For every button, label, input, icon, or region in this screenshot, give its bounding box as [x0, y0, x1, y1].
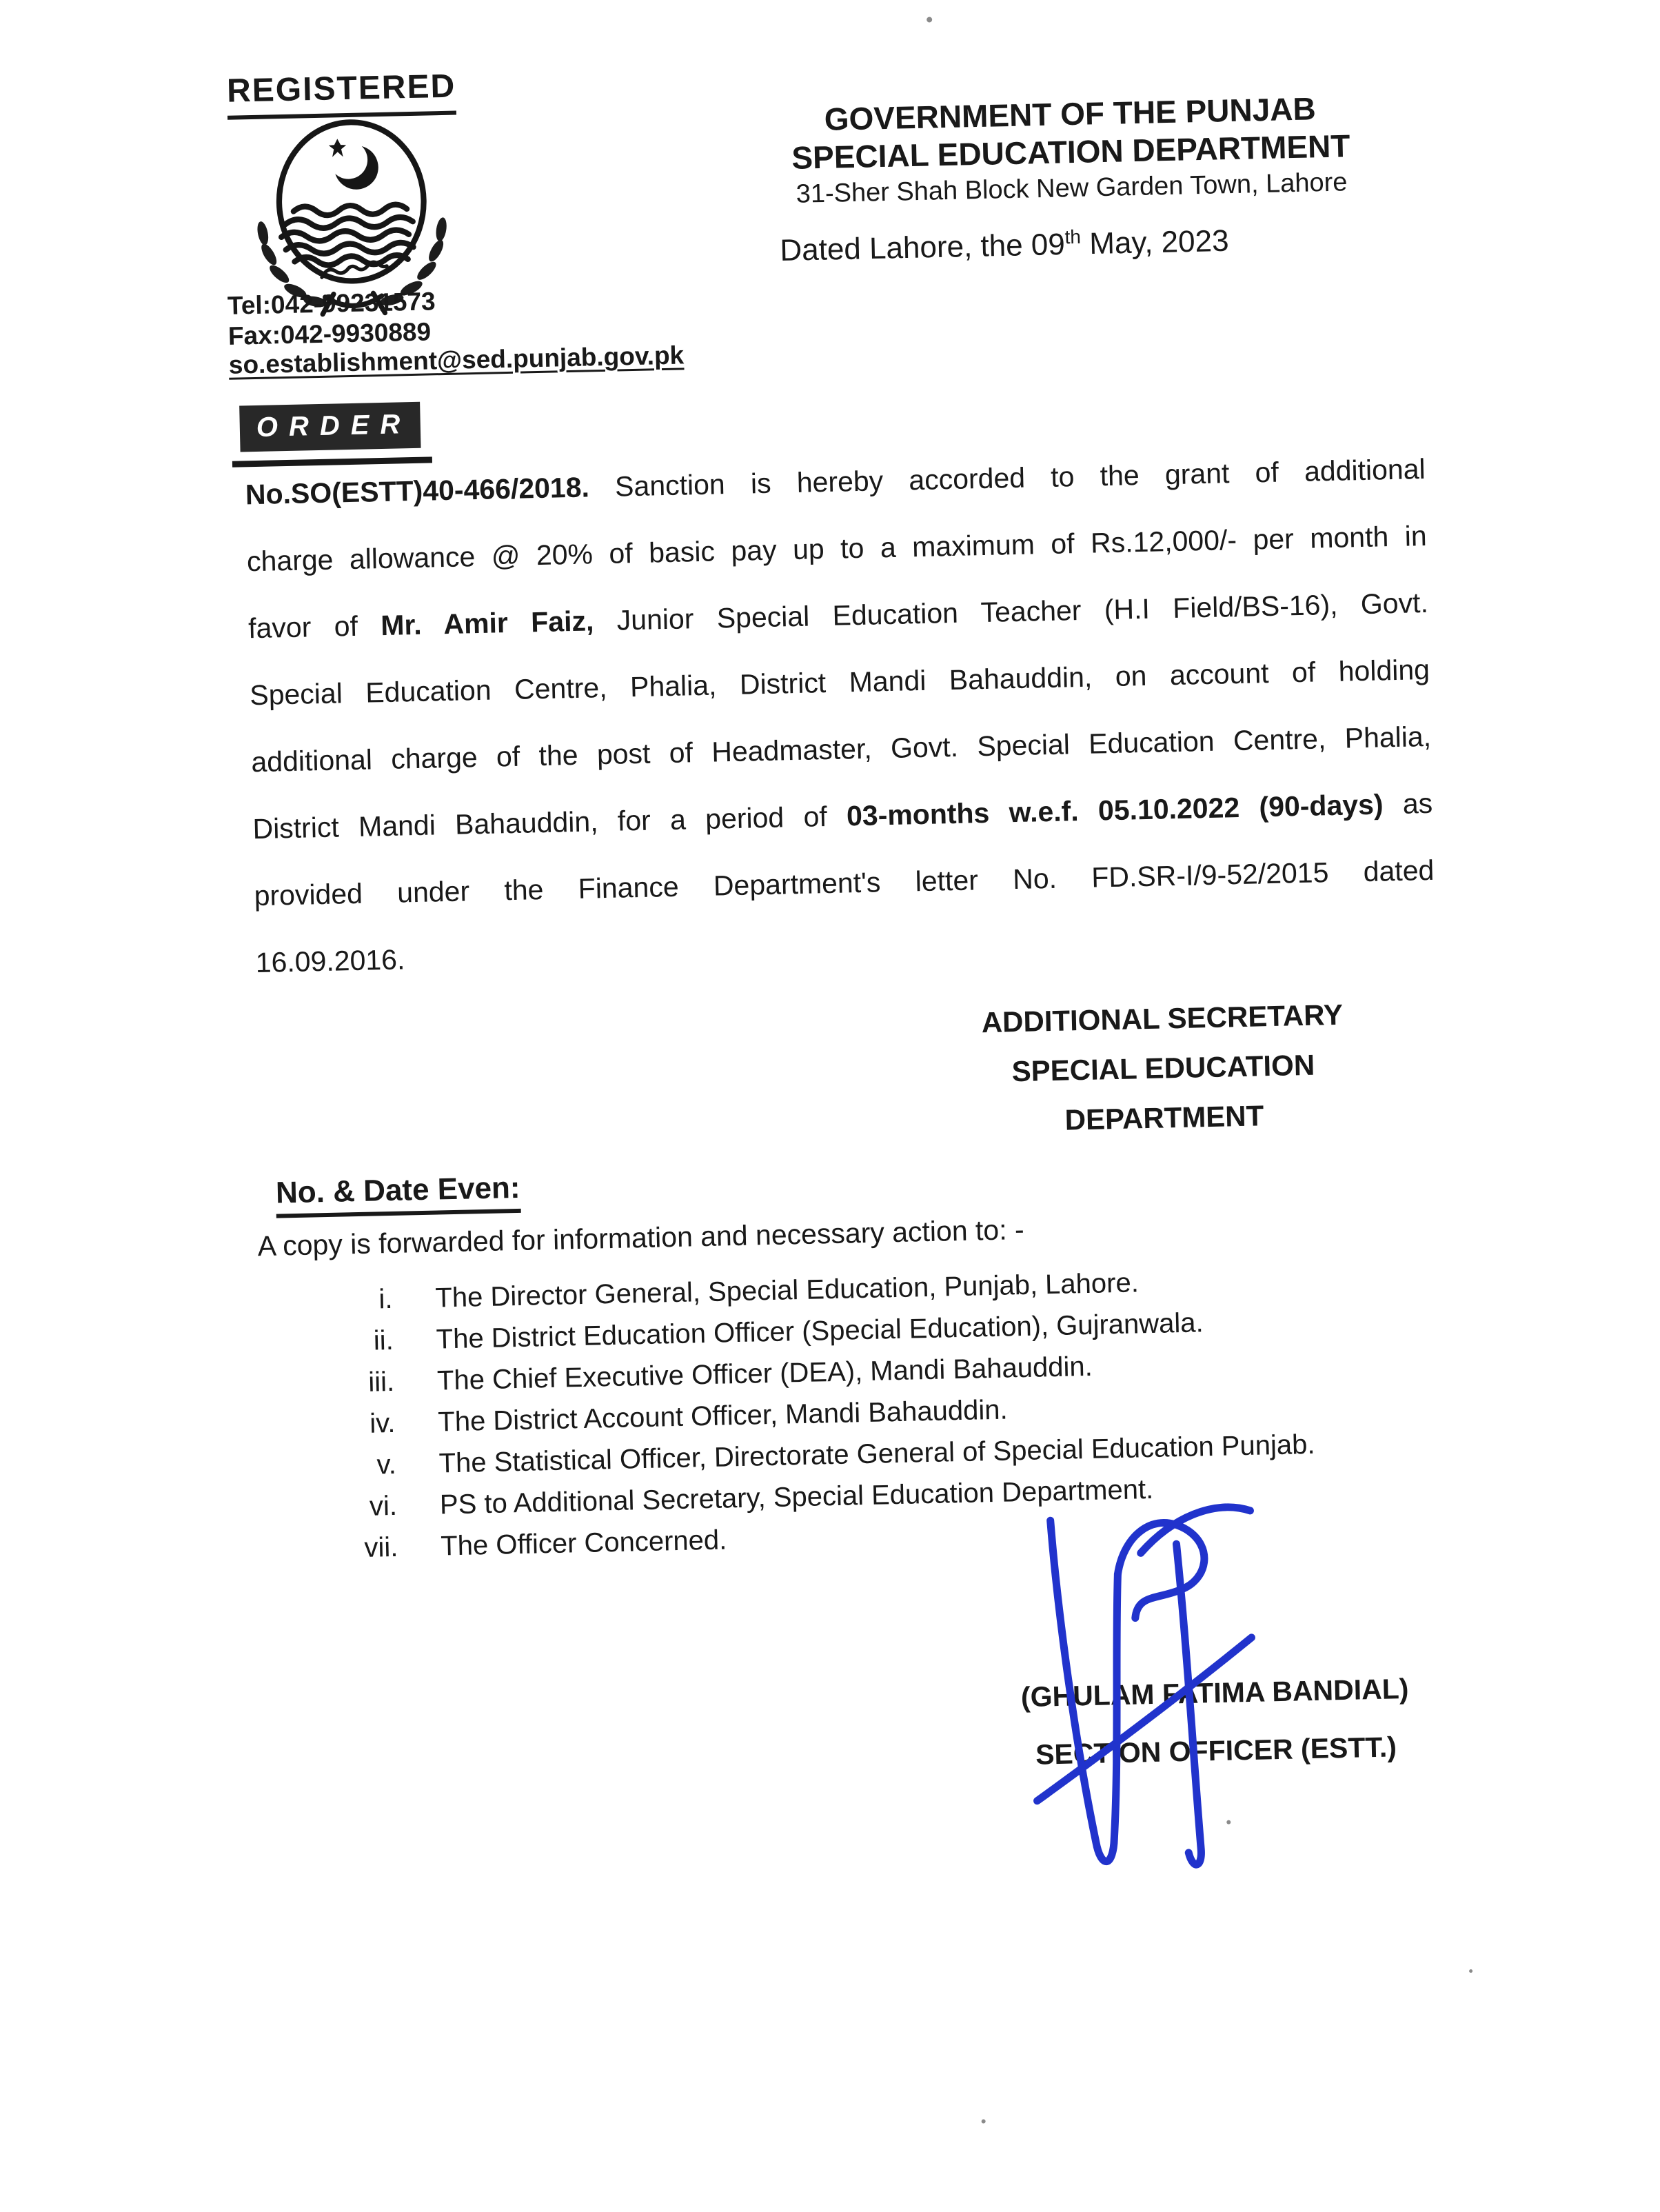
- date-text: Dated Lahore, the 09: [779, 227, 1066, 268]
- charge-period: 03-months w.e.f. 05.10.2022 (90-days): [846, 788, 1384, 832]
- list-item-number: i.: [378, 1283, 393, 1315]
- order-body-line: District Mandi Bahauddin, for a period of 03-months w.e.f. 05.10.2022 (90-days) as: [252, 787, 1433, 845]
- order-body-line: favor of Mr. Amir Faiz, Junior Special Education Teacher (H.I Field/BS-16), Govt.: [247, 586, 1429, 645]
- officer-name: (GHULAM FATIMA BANDIAL): [1020, 1672, 1409, 1713]
- letterhead: [760, 88, 1382, 212]
- contact-email: so.establishment@sed.punjab.gov.pk: [228, 341, 685, 379]
- reference-number: No.SO(ESTT)40-466/2018.: [245, 471, 590, 511]
- order-body-line: Special Education Centre, Phalia, District Mandi Bahauddin, on account of holding: [249, 653, 1430, 712]
- signatory-designation: [965, 989, 1362, 1147]
- order-body-line: No.SO(ESTT)40-466/2018. Sanction is hereby accorded to the grant of additional: [245, 452, 1426, 511]
- scan-speck: [927, 17, 932, 22]
- forwarding-line: A copy is forwarded for information and necessary action to: -: [257, 1213, 1025, 1263]
- list-item-text: The District Education Officer (Special Education), Gujranwala.: [436, 1307, 1204, 1355]
- list-item-number: vii.: [363, 1531, 398, 1563]
- signatory-line: ADDITIONAL SECRETARY: [981, 998, 1344, 1039]
- order-heading-label: ORDER: [256, 409, 412, 443]
- signatory-line: DEPARTMENT: [1064, 1099, 1264, 1136]
- order-heading-underline: [232, 456, 432, 467]
- officer-title: SECTION OFFICER (ESTT.): [1035, 1731, 1397, 1771]
- list-item-number: vi.: [369, 1490, 398, 1522]
- registered-stamp: REGISTERED: [227, 68, 456, 120]
- list-item-number: ii.: [373, 1325, 394, 1356]
- list-item-text: PS to Additional Secretary, Special Education Department.: [439, 1474, 1154, 1520]
- list-item-text: The Officer Concerned.: [440, 1525, 727, 1562]
- order-body-line: additional charge of the post of Headmaster, Govt. Special Education Centre, Phalia,: [250, 720, 1432, 778]
- list-item-number: v.: [376, 1449, 397, 1480]
- list-item-text: The Chief Executive Officer (DEA), Mandi Bahauddin.: [436, 1351, 1093, 1396]
- list-item-number: iii.: [367, 1366, 395, 1398]
- order-heading: [239, 402, 421, 452]
- date-ordinal: th: [1064, 225, 1082, 248]
- signatory-line: SPECIAL EDUCATION: [1011, 1048, 1315, 1088]
- order-body-line: provided under the Finance Department's letter No. FD.SR-I/9-52/2015 dated: [254, 854, 1435, 912]
- handwritten-signature: [1006, 1466, 1278, 1913]
- contact-fax: Fax:042-9930889: [227, 317, 432, 350]
- order-body-line: charge allowance @ 20% of basic pay up to a maximum of Rs.12,000/- per month in: [246, 519, 1428, 578]
- scan-speck: [982, 2119, 986, 2123]
- list-item-text: The Statistical Officer, Directorate General of Special Education Punjab.: [438, 1429, 1315, 1479]
- department-title: SPECIAL EDUCATION DEPARTMENT: [791, 128, 1350, 176]
- date-line: [780, 223, 1229, 268]
- contact-tel: Tel:042-99231573: [227, 287, 436, 320]
- order-body-line: 16.09.2016.: [255, 943, 405, 979]
- grantee-name: Mr. Amir Faiz,: [380, 605, 594, 642]
- government-title: GOVERNMENT OF THE PUNJAB: [824, 90, 1317, 137]
- list-item-text: The District Account Officer, Mandi Bahauddin.: [437, 1394, 1009, 1438]
- department-address: 31-Sher Shah Block New Garden Town, Lahore: [796, 168, 1348, 209]
- date-suffix: May, 2023: [1080, 223, 1230, 261]
- order-body: [245, 453, 1437, 1014]
- list-item-number: iv.: [369, 1407, 396, 1439]
- number-date-even-heading: No. & Date Even:: [276, 1171, 521, 1218]
- list-item-text: The Director General, Special Education, Punjab, Lahore.: [434, 1267, 1140, 1314]
- scan-speck: [1469, 1969, 1472, 1973]
